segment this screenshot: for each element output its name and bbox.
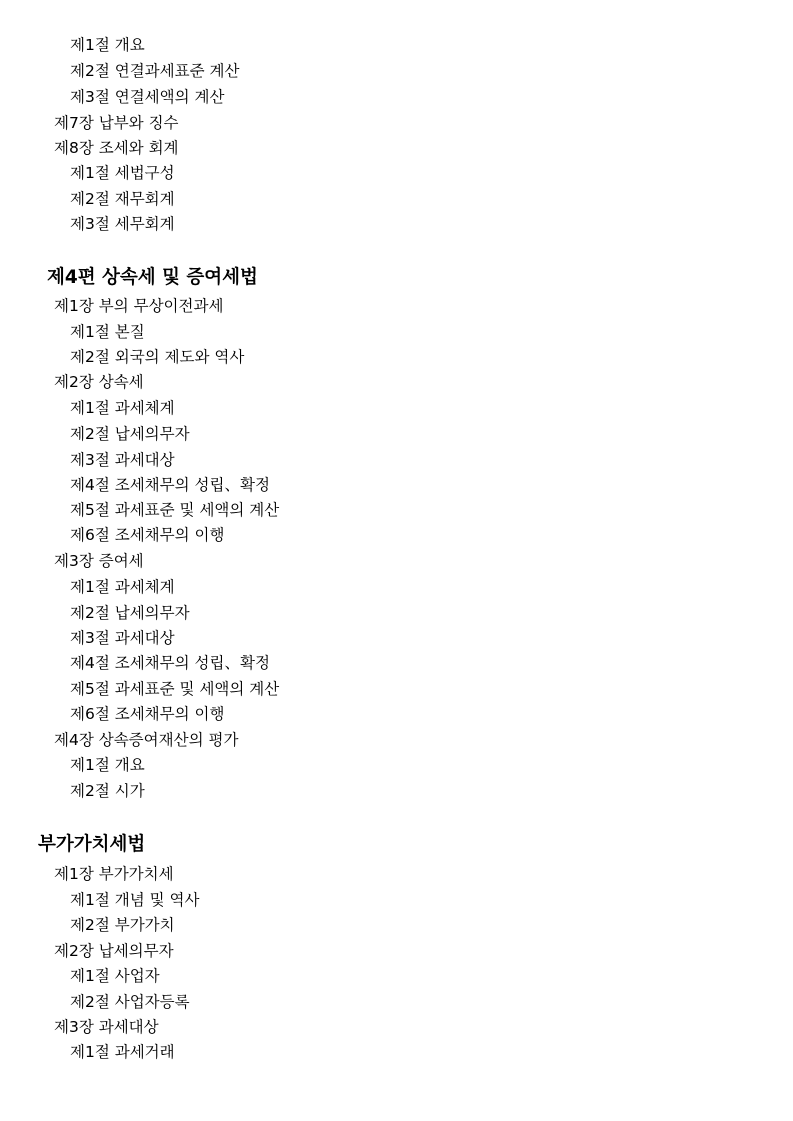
toc-section: 제2절 사업자등록 [70,993,190,1011]
toc-chapter: 제2장 상속세 [54,373,144,391]
toc-chapter: 제8장 조세와 회계 [54,139,179,157]
toc-section: 제1절 사업자 [70,967,160,985]
toc-section: 제1절 본질 [70,323,145,341]
toc-section: 제2절 납세의무자 [70,425,190,443]
toc-section: 제1절 개요 [70,36,145,54]
toc-section: 제1절 개요 [70,756,145,774]
toc-section: 제3절 연결세액의 계산 [70,88,225,106]
toc-chapter: 제3장 증여세 [54,552,144,570]
toc-chapter: 제3장 과세대상 [54,1018,159,1036]
toc-part-heading: 부가가치세법 [38,834,146,855]
toc-section: 제3절 세무회계 [70,215,175,233]
toc-section: 제1절 과세체계 [70,399,175,417]
toc-section: 제1절 세법구성 [70,164,175,182]
toc-chapter: 제1장 부가가치세 [54,865,174,883]
toc-section: 제2절 시가 [70,782,145,800]
toc-section: 제2절 외국의 제도와 역사 [70,348,245,366]
toc-section: 제6절 조세채무의 이행 [70,526,225,544]
toc-chapter: 제7장 납부와 징수 [54,114,179,132]
toc-chapter: 제2장 납세의무자 [54,942,174,960]
toc-chapter: 제1장 부의 무상이전과세 [54,297,224,315]
toc-section: 제2절 재무회계 [70,190,175,208]
toc-part-heading: 제4편 상속세 및 증여세법 [47,267,258,288]
toc-section: 제5절 과세표준 및 세액의 계산 [70,501,280,519]
toc-section: 제5절 과세표준 및 세액의 계산 [70,680,280,698]
toc-section: 제4절 조세채무의 성립、확정 [70,654,270,672]
toc-section: 제6절 조세채무의 이행 [70,705,225,723]
toc-section: 제2절 납세의무자 [70,604,190,622]
toc-section: 제1절 개념 및 역사 [70,891,200,909]
toc-section: 제2절 부가가치 [70,916,175,934]
toc-section: 제1절 과세거래 [70,1043,175,1061]
toc-section: 제3절 과세대상 [70,629,175,647]
toc-chapter: 제4장 상속증여재산의 평가 [54,731,239,749]
toc-section: 제3절 과세대상 [70,451,175,469]
toc-section: 제4절 조세채무의 성립、확정 [70,476,270,494]
toc-section: 제1절 과세체계 [70,578,175,596]
toc-section: 제2절 연결과세표준 계산 [70,62,240,80]
